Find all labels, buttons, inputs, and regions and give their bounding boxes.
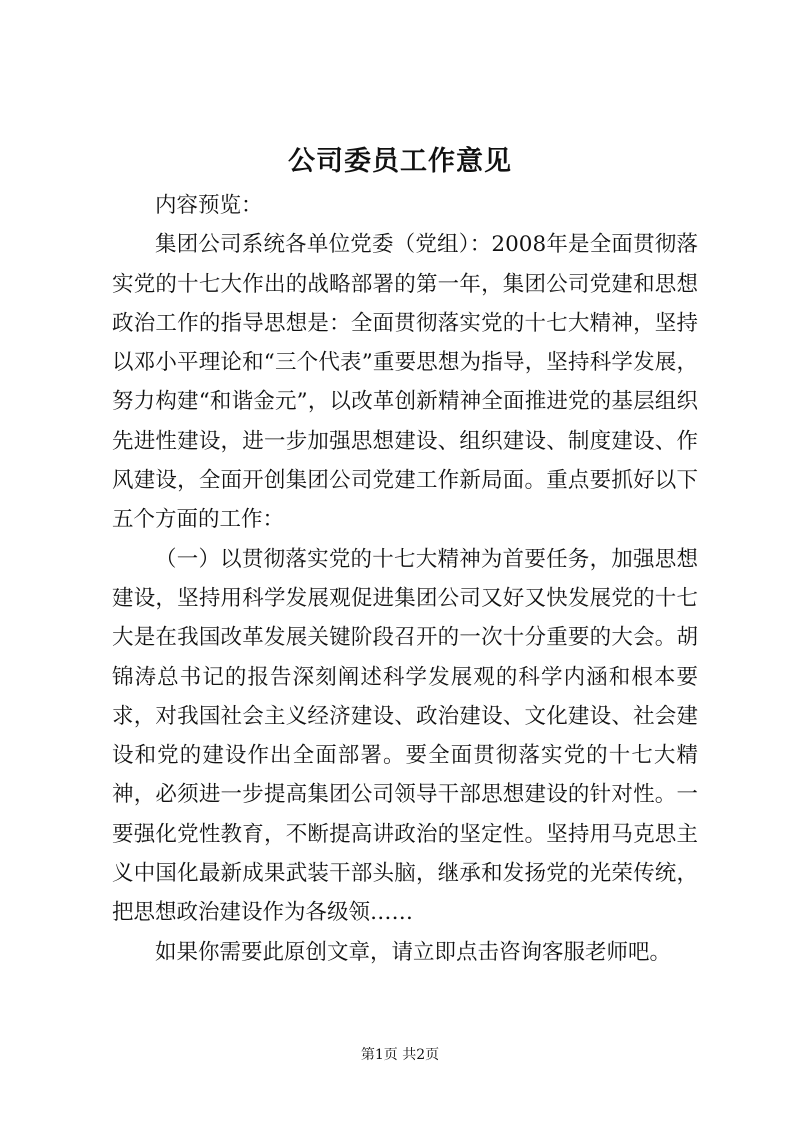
document-title: 公司委员工作意见: [288, 146, 512, 177]
section-one-paragraph: （一）以贯彻落实党的十七大精神为首要任务，加强思想建设，坚持用科学发展观促进集团公司又好又快发展党的十七大是在我国改革发展关键阶段召开的一次十分重要的大会。胡锦涛总书记的报告深刻阐述科学发展观的科学内涵和根本要求，对我国社会主义经济建设、政治建设、文化建设、社会建设和党的建设作出全面部署。要全面贯彻落实党的十七大精神，必须进一步提高集团公司领导干部思想建设的针对性。一要强化党性教育，不断提高讲政治的坚定性。坚持用马克思主义中国化最新成果武装干部头脑，继承和发扬党的光荣传统，把思想政治建设作为各级领……: [112, 546, 698, 926]
page-number: 第1页 共2页: [360, 1047, 440, 1063]
contact-prompt-paragraph: 如果你需要此原创文章，请立即点击咨询客服老师吧。: [155, 939, 672, 965]
intro-paragraph: 集团公司系统各单位党委（党组）：2008年是全面贯彻落实党的十七大作出的战略部署的第一年，集团公司党建和思想政治工作的指导思想是：全面贯彻落实党的十七大精神，坚持以邓小平理论和“三个代表”重要思想为指导，坚持科学发展，努力构建“和谐金元”，以改革创新精神全面推进党的基层组织先进性建设，进一步加强思想建设、组织建设、制度建设、作风建设，全面开创集团公司党建工作新局面。重点要抓好以下五个方面的工作：: [112, 232, 698, 533]
preview-label: 内容预览：: [155, 193, 263, 218]
document-body: [112, 186, 698, 972]
